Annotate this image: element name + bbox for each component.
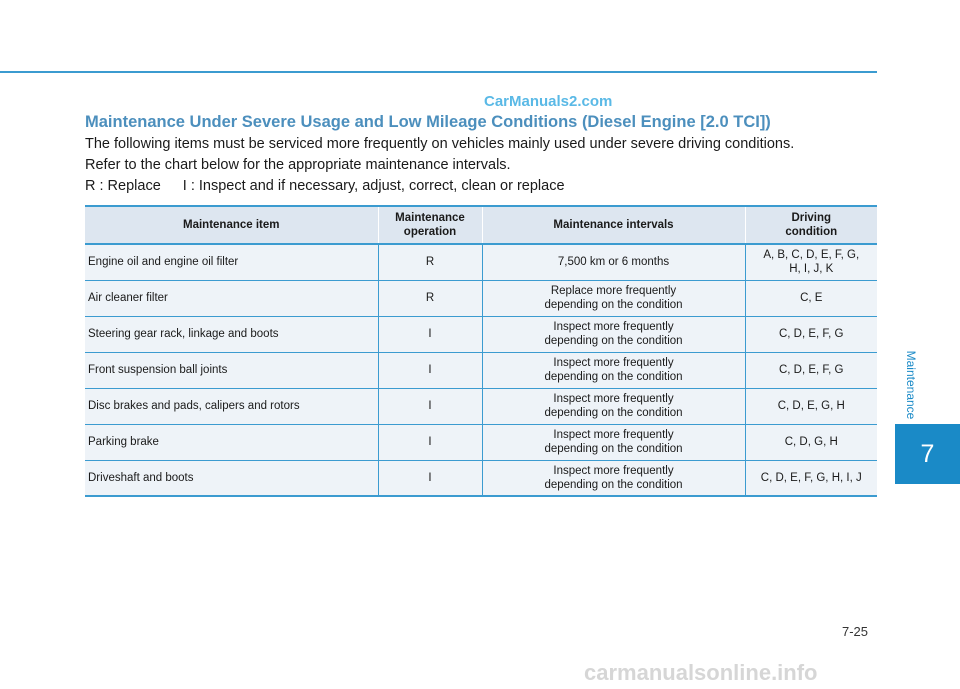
page-number: 7-25: [842, 624, 869, 639]
cell-maintenance-item: Disc brakes and pads, calipers and rotors: [85, 388, 378, 424]
cell-operation: I: [378, 424, 482, 460]
cell-driving-condition: C, D, E, F, G: [745, 352, 877, 388]
cell-maintenance-item: Driveshaft and boots: [85, 460, 378, 496]
cell-interval: Inspect more frequently depending on the condition: [482, 388, 745, 424]
cell-operation: I: [378, 316, 482, 352]
table-header-row: [85, 206, 877, 244]
intro-paragraph: The following items must be serviced more frequently on vehicles mainly used under severe driving conditions.: [85, 136, 795, 152]
legend-line: [85, 178, 565, 194]
cell-operation: R: [378, 244, 482, 280]
watermark-top: CarManuals2.com: [484, 93, 613, 110]
cell-interval: Inspect more frequently depending on the condition: [482, 352, 745, 388]
table-row: [85, 424, 877, 460]
section-title: Maintenance Under Severe Usage and Low Mileage Conditions (Diesel Engine [2.0 TCI]): [85, 113, 771, 131]
top-rule: [0, 71, 877, 73]
cell-interval: Inspect more frequently depending on the condition: [482, 460, 745, 496]
side-tab-label: Maintenance: [904, 350, 918, 420]
cell-maintenance-item: Air cleaner filter: [85, 280, 378, 316]
cell-interval: Inspect more frequently depending on the condition: [482, 316, 745, 352]
legend-inspect: I : Inspect and if necessary, adjust, correct, clean or replace: [182, 178, 565, 194]
table-row: [85, 352, 877, 388]
table-row: [85, 460, 877, 496]
header-maintenance-item: Maintenance item: [85, 206, 378, 244]
cell-driving-condition: A, B, C, D, E, F, G, H, I, J, K: [745, 244, 877, 280]
cell-operation: I: [378, 388, 482, 424]
cell-driving-condition: C, D, E, F, G, H, I, J: [745, 460, 877, 496]
legend-replace: R : Replace: [85, 178, 161, 194]
cell-maintenance-item: Engine oil and engine oil filter: [85, 244, 378, 280]
cell-operation: I: [378, 352, 482, 388]
footer-watermark: carmanualsonline.info: [584, 660, 818, 685]
table-row: [85, 388, 877, 424]
chart-reference-paragraph: Refer to the chart below for the appropriate maintenance intervals.: [85, 157, 511, 173]
header-maintenance-intervals: Maintenance intervals: [482, 206, 745, 244]
table-row: [85, 244, 877, 280]
header-maintenance-operation: Maintenance operation: [378, 206, 482, 244]
chapter-number-tab: 7: [895, 424, 960, 484]
table-row: [85, 316, 877, 352]
cell-maintenance-item: Steering gear rack, linkage and boots: [85, 316, 378, 352]
cell-driving-condition: C, D, G, H: [745, 424, 877, 460]
cell-maintenance-item: Front suspension ball joints: [85, 352, 378, 388]
cell-interval: Replace more frequently depending on the condition: [482, 280, 745, 316]
cell-operation: R: [378, 280, 482, 316]
cell-interval: Inspect more frequently depending on the condition: [482, 424, 745, 460]
cell-driving-condition: C, E: [745, 280, 877, 316]
cell-driving-condition: C, D, E, G, H: [745, 388, 877, 424]
cell-operation: I: [378, 460, 482, 496]
cell-interval: 7,500 km or 6 months: [482, 244, 745, 280]
header-driving-condition: Driving condition: [745, 206, 877, 244]
maintenance-table: [85, 205, 877, 497]
cell-driving-condition: C, D, E, F, G: [745, 316, 877, 352]
table-row: [85, 280, 877, 316]
cell-maintenance-item: Parking brake: [85, 424, 378, 460]
